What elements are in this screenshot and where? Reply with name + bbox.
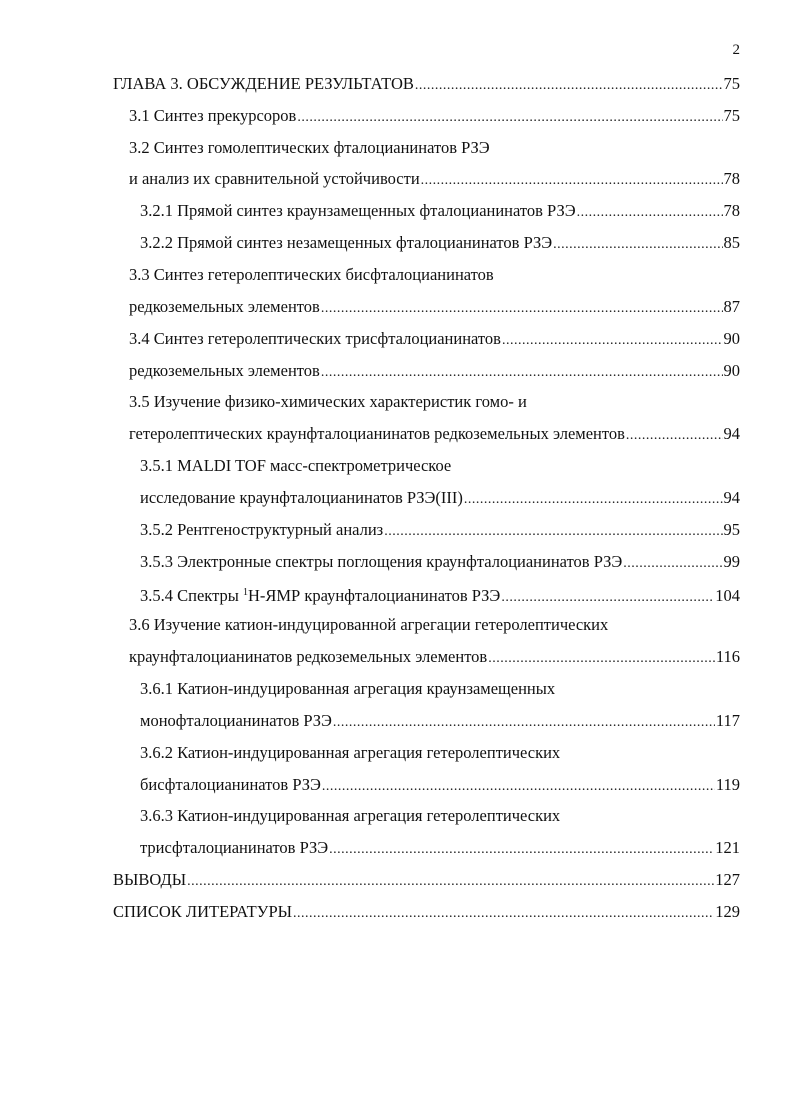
page-number: 2 [732,42,740,58]
dot-leader [577,201,723,225]
toc-entry-title: ВЫВОДЫ [113,870,187,889]
toc-entry-3-2-line1[interactable] [129,136,490,160]
toc-entry-page: 87 [723,297,740,316]
toc-entry-chapter-3[interactable] [113,72,740,96]
toc-entry-page: 94 [723,488,740,507]
toc-entry-3-5-line1[interactable] [129,390,527,414]
toc-entry-page: 119 [715,775,740,794]
toc-entry-references[interactable] [113,900,740,924]
toc-entry-title: 3.6.1 Катион-индуцированная агрегация краунзамещенных [140,679,556,698]
toc-entry-page: 94 [723,424,740,443]
toc-entry-3-5-2[interactable] [140,518,740,542]
dot-leader [501,586,714,610]
toc-entry-title: ГЛАВА 3. ОБСУЖДЕНИЕ РЕЗУЛЬТАТОВ [113,74,414,93]
toc-entry-3-6-2-line1[interactable] [140,741,560,765]
dot-leader [415,74,723,98]
toc-entry-title: 3.6 Изучение катион-индуцированной агрегации гетеролептических [129,615,609,634]
toc-entry-page: 116 [715,647,740,666]
toc-entry-3-4-line2[interactable] [129,359,740,383]
toc-entry-3-6-1-line1[interactable] [140,677,555,701]
toc-entry-3-5-line2[interactable] [129,422,740,446]
toc-entry-page: 127 [715,870,740,889]
dot-leader [293,902,714,926]
toc-entry-3-6-2-line2[interactable] [140,773,740,797]
dot-leader [333,711,715,735]
toc-entry-page: 129 [715,902,740,921]
dot-leader [421,169,723,193]
dot-leader [553,233,722,257]
toc-entry-title: 3.1 Синтез прекурсоров [129,106,297,125]
toc-entry-title: монофталоцианинатов РЗЭ [140,711,332,730]
toc-entry-title: 3.5.3 Электронные спектры поглощения краунфталоцианинатов РЗЭ [140,552,623,571]
dot-leader [502,329,723,353]
dot-leader [626,424,723,448]
toc-entry-title: 3.2.1 Прямой синтез краунзамещенных фталоцианинатов РЗЭ [140,201,576,220]
toc-entry-3-3-line2[interactable] [129,295,740,319]
toc-entry-conclusions[interactable] [113,868,740,892]
toc-entry-3-6-line1[interactable] [129,613,608,637]
toc-entry-title: редкоземельных элементов [129,361,320,380]
dot-leader [329,838,714,862]
toc-entry-3-3-line1[interactable] [129,263,494,287]
toc-entry-page: 85 [723,233,740,252]
superscript-one: 1 [242,587,248,598]
toc-entry-title-prefix: 3.5.4 Спектры [140,586,243,605]
toc-entry-page: 75 [723,106,740,125]
toc-entry-title: краунфталоцианинатов редкоземельных элементов [129,647,488,666]
toc-entry-page: 104 [715,586,740,605]
dot-leader [321,361,723,385]
toc-entry-title: 3.2.2 Прямой синтез незамещенных фталоцианинатов РЗЭ [140,233,553,252]
toc-entry-title: 3.6.2 Катион-индуцированная агрегация гетеролептических [140,743,561,762]
toc-entry-3-2-line2[interactable] [129,167,740,191]
toc-entry-3-2-1[interactable] [140,199,740,223]
toc-entry-title: 3.5.2 Рентгеноструктурный анализ [140,520,384,539]
toc-entry-title-rest: Н-ЯМР краунфталоцианинатов РЗЭ [247,586,501,605]
toc-entry-3-4-line1[interactable] [129,327,740,351]
dot-leader [384,520,722,544]
toc-entry-3-5-1-line1[interactable] [140,454,451,478]
dot-leader [623,552,722,576]
toc-entry-3-5-4[interactable] [140,581,740,605]
toc-entry-title: 3.6.3 Катион-индуцированная агрегация гетеролептических [140,806,561,825]
toc-entry-title: 3.3 Синтез гетеролептических бисфталоцианинатов [129,265,494,284]
dot-leader [464,488,723,512]
toc-entry-title: 3.4 Синтез гетеролептических трисфталоцианинатов [129,329,501,348]
toc-entry-3-5-3[interactable] [140,550,740,574]
toc-entry-page: 90 [723,329,740,348]
toc-entry-page: 99 [723,552,740,571]
dot-leader [322,775,715,799]
toc-entry-title: 3.5 Изучение физико-химических характеристик гомо- и [129,392,527,411]
toc-entry-3-5-1-line2[interactable] [140,486,740,510]
toc-entry-page: 95 [723,520,740,539]
toc-entry-3-1[interactable] [129,104,740,128]
dot-leader [488,647,715,671]
toc-entry-3-6-line2[interactable] [129,645,740,669]
dot-leader [321,297,723,321]
toc-entry-page: 78 [723,169,740,188]
toc-entry-page: 121 [715,838,740,857]
toc-entry-page: 78 [723,201,740,220]
toc-entry-title: гетеролептических краунфталоцианинатов редкоземельных элементов [129,424,625,443]
toc-entry-title: бисфталоцианинатов РЗЭ [140,775,321,794]
toc-entry-title [140,581,500,608]
toc-entry-3-6-1-line2[interactable] [140,709,740,733]
toc-entry-3-6-3-line2[interactable] [140,836,740,860]
toc-entry-title: СПИСОК ЛИТЕРАТУРЫ [113,902,293,921]
dot-leader [297,106,722,130]
toc-entry-title: 3.5.1 MALDI TOF масс-спектрометрическое [140,456,452,475]
toc-entry-page: 117 [715,711,740,730]
toc-entry-title: 3.2 Синтез гомолептических фталоцианинатов РЗЭ [129,138,490,157]
toc-entry-3-2-2[interactable] [140,231,740,255]
toc-entry-title: и анализ их сравнительной устойчивости [129,169,420,188]
toc-entry-title: исследование краунфталоцианинатов РЗЭ(III) [140,488,463,507]
toc-entry-3-6-3-line1[interactable] [140,804,560,828]
dot-leader [187,870,714,894]
toc-entry-title: редкоземельных элементов [129,297,320,316]
toc-entry-page: 75 [723,74,740,93]
toc-entry-title: трисфталоцианинатов РЗЭ [140,838,329,857]
toc-entry-page: 90 [723,361,740,380]
